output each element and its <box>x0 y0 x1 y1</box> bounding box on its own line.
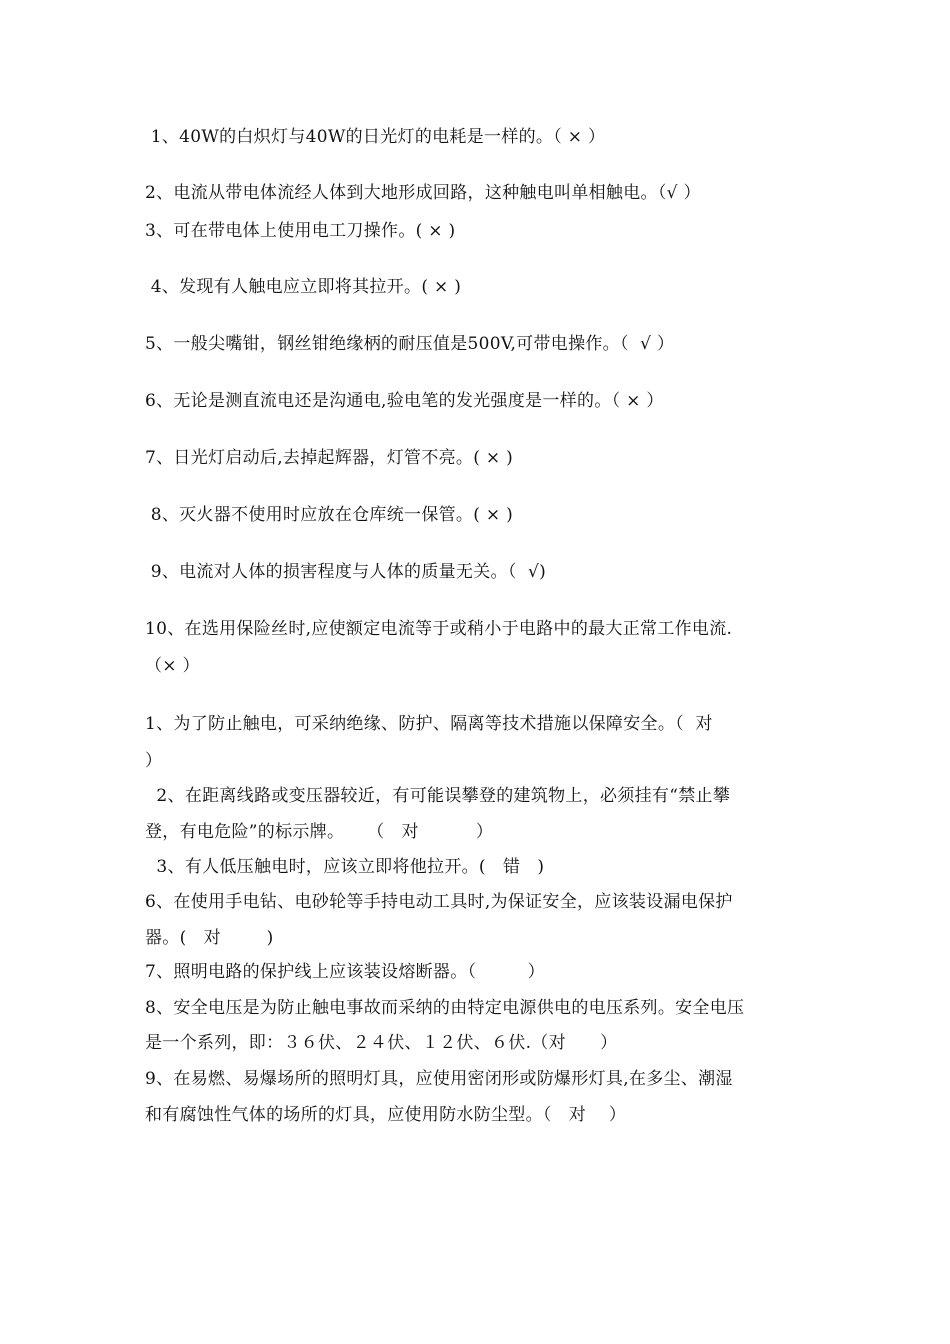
part2-question-1-line: 1、为了防止触电，可采纳绝缘、防护、隔离等技术措施以保障安全。（ 对 <box>145 714 713 734</box>
part2-question-7-line: 7、照明电路的保护线上应该装设熔断器。（ ） <box>145 962 545 982</box>
question-2-line: 2、电流从带电体流经人体到大地形成回路，这种触电叫单相触电。（√ ） <box>145 183 701 203</box>
question-10-line: 10、在选用保险丝时,应使额定电流等于或稍小于电路中的最大正常工作电流. <box>145 619 733 639</box>
part2-question-1-answer-line: ） <box>145 751 163 771</box>
part2-question-9-line: 9、在易燃、易爆场所的照明灯具，应使用密闭形或防爆形灯具,在多尘、潮湿 <box>145 1069 733 1089</box>
part2-question-6-continued-line: 器。( 对 ) <box>145 928 274 948</box>
part2-question-2-continued-line: 登，有电危险”的标示牌。 （ 对 ） <box>145 822 494 842</box>
part2-question-9-continued-line: 和有腐蚀性气体的场所的灯具，应使用防水防尘型。（ 对 ） <box>145 1105 627 1125</box>
question-1-line: 1、40W的白炽灯与40W的日光灯的电耗是一样的。（ × ） <box>145 127 606 147</box>
part2-question-8-line: 8、安全电压是为防止触电事故而采纳的由特定电源供电的电压系列。安全电压 <box>145 998 745 1018</box>
question-8-line: 8、灭火器不使用时应放在仓库统一保管。( × ) <box>145 505 514 525</box>
part2-question-6-line: 6、在使用手电钻、电砂轮等手持电动工具时,为保证安全，应该装设漏电保护 <box>145 892 733 912</box>
question-3-line: 3、可在带电体上使用电工刀操作。( × ) <box>145 221 456 241</box>
question-6-line: 6、无论是测直流电还是沟通电,验电笔的发光强度是一样的。（ × ） <box>145 391 664 411</box>
question-4-line: 4、发现有人触电应立即将其拉开。( × ) <box>145 277 462 297</box>
question-9-line: 9、电流对人体的损害程度与人体的质量无关。（ √) <box>145 562 547 582</box>
question-7-line: 7、日光灯启动后,去掉起辉器，灯管不亮。( × ) <box>145 448 514 468</box>
part2-question-8-continued-line: 是一个系列，即：３６伏、２４伏、１２伏、６伏.（对 ） <box>145 1033 618 1053</box>
question-5-line: 5、一般尖嘴钳，钢丝钳绝缘柄的耐压值是500V,可带电操作。（ √ ） <box>145 334 675 354</box>
part2-question-3-line: 3、有人低压触电时，应该立即将他拉开。( 错 ) <box>145 857 545 877</box>
question-10-answer-line: （× ） <box>145 656 200 676</box>
part2-question-2-line: 2、在距离线路或变压器较近，有可能误攀登的建筑物上，必须挂有“禁止攀 <box>145 786 731 806</box>
